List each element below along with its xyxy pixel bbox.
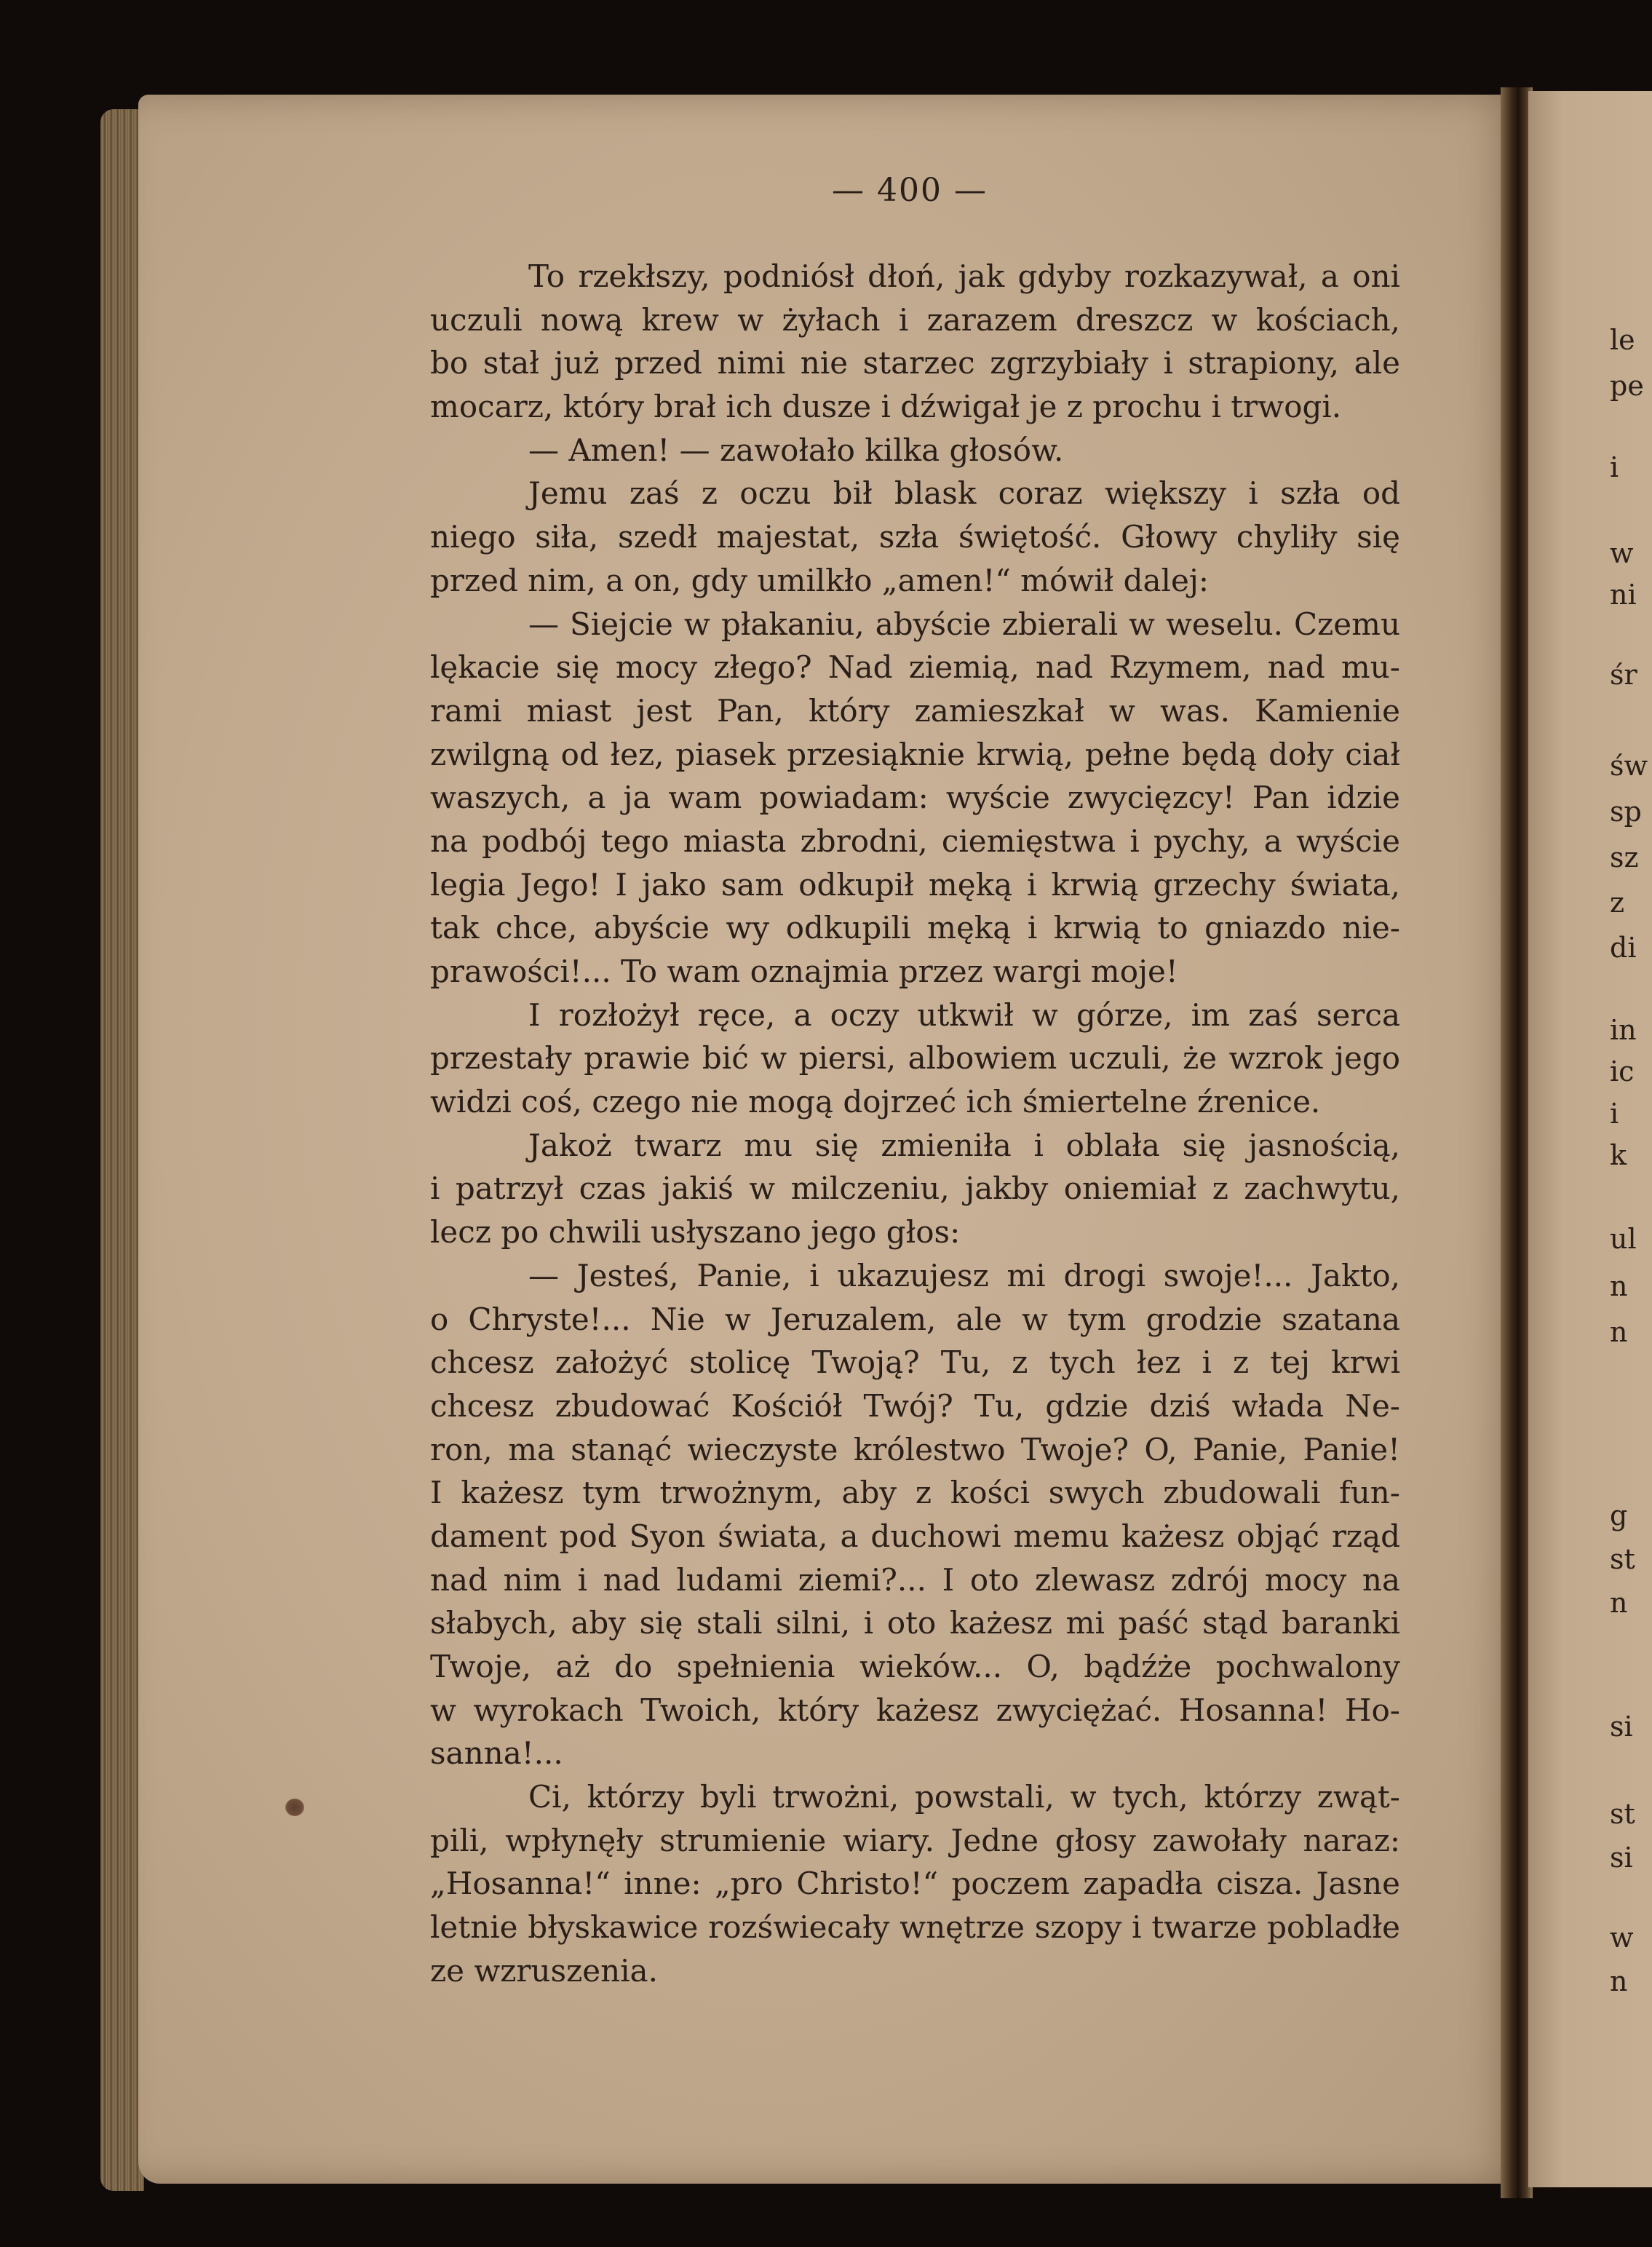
text-line: pili, wpłynęły strumienie wiary. Jedne głosy zawołały naraz: <box>430 1822 1400 1858</box>
text-line: zwilgną od łez, piasek przesiąknie krwią, pełne będą doły ciał <box>430 736 1400 772</box>
right-page-fragment: le <box>1610 324 1635 356</box>
text-line: ron, ma stanąć wieczyste królestwo Twoje? O, Panie, Panie! <box>430 1431 1400 1467</box>
text-line: Jakoż twarz mu się zmieniła i oblała się jasnością, <box>528 1127 1400 1163</box>
text-line: legia Jego! I jako sam odkupił męką i krwią grzechy świata, <box>430 866 1400 903</box>
right-page-fragment: i <box>1610 451 1619 483</box>
right-page-fragment: g <box>1610 1499 1628 1531</box>
right-page <box>1528 91 1652 2187</box>
text-line: słabych, aby się stali silni, i oto każesz mi paść stąd baranki <box>430 1605 1400 1641</box>
right-page-fragment: in <box>1610 1014 1637 1046</box>
right-page-fragment: k <box>1610 1139 1627 1171</box>
ink-blot-mark <box>285 1799 304 1816</box>
right-page-fragment: st <box>1610 1543 1635 1575</box>
text-line: sanna!... <box>430 1735 563 1772</box>
right-page-fragment: w <box>1610 537 1634 569</box>
right-page-fragment: i <box>1610 1098 1619 1130</box>
right-page-fragment: si <box>1610 1842 1633 1874</box>
right-page-fragment: ul <box>1610 1223 1637 1255</box>
text-line: dament pod Syon świata, a duchowi memu każesz objąć rząd <box>430 1518 1400 1554</box>
text-line: bo stał już przed nimi nie starzec zgrzybiały i strapiony, ale <box>430 345 1400 381</box>
text-line: i patrzył czas jakiś w milczeniu, jakby oniemiał z zachwytu, <box>430 1170 1400 1207</box>
text-line: przed nim, a on, gdy umilkło „amen!“ mówił dalej: <box>430 562 1209 598</box>
right-page-fragment: si <box>1610 1711 1633 1743</box>
body-text <box>430 255 1400 1993</box>
right-page-fragment: św <box>1610 750 1648 782</box>
text-line: niego siła, szedł majestat, szła świętość. Głowy chyliły się <box>430 519 1400 555</box>
right-page-fragment: n <box>1610 1316 1628 1348</box>
right-page-fragment: di <box>1610 932 1637 964</box>
right-page-fragment: n <box>1610 1270 1628 1302</box>
right-page-fragment: sp <box>1610 796 1642 828</box>
text-line: nad nim i nad ludami ziemi?... I oto zlewasz zdrój mocy na <box>430 1561 1400 1598</box>
right-page-fragment: ic <box>1610 1055 1635 1087</box>
page-number: — 400 — <box>832 172 988 209</box>
text-line: o Chryste!... Nie w Jeruzalem, ale w tym grodzie szatana <box>430 1301 1400 1337</box>
text-line: lecz po chwili usłyszano jego głos: <box>430 1214 961 1251</box>
text-line: To rzekłszy, podniósł dłoń, jak gdyby rozkazywał, a oni <box>528 258 1400 294</box>
text-line: waszych, a ja wam powiadam: wyście zwycięzcy! Pan idzie <box>430 780 1400 816</box>
text-line: — Jesteś, Panie, i ukazujesz mi drogi swoje!... Jakto, <box>528 1257 1400 1293</box>
text-line: lękacie się mocy złego? Nad ziemią, nad Rzymem, nad mu- <box>430 649 1400 686</box>
text-line: widzi coś, czego nie mogą dojrzeć ich śmiertelne źrenice. <box>430 1084 1321 1120</box>
text-line: ze wzruszenia. <box>430 1952 658 1989</box>
text-line: prawości!... To wam oznajmia przez wargi moje! <box>430 954 1178 989</box>
text-line: na podbój tego miasta zbrodni, ciemięstwa i pychy, a wyście <box>430 823 1400 859</box>
text-line: Jemu zaś z oczu bił blask coraz większy i szła od <box>528 475 1400 512</box>
text-line: I rozłożył ręce, a oczy utkwił w górze, im zaś serca <box>528 996 1400 1033</box>
right-page-fragment: n <box>1610 1965 1628 1997</box>
right-page-fragment: st <box>1610 1798 1635 1830</box>
right-page-fragment: n <box>1610 1587 1628 1619</box>
right-page-fragment: pe <box>1610 370 1644 402</box>
page-edges <box>100 109 144 2191</box>
right-page-fragment: ni <box>1610 579 1637 611</box>
text-line: — Amen! — zawołało kilka głosów. <box>528 432 1064 468</box>
text-line: mocarz, który brał ich dusze i dźwigał je z prochu i trwogi. <box>430 389 1342 425</box>
right-page-fragment: w <box>1610 1922 1634 1954</box>
text-line: uczuli nową krew w żyłach i zarazem dreszcz w kościach, <box>430 301 1400 338</box>
text-line: tak chce, abyście wy odkupili męką i krwią to gniazdo nie- <box>430 910 1400 946</box>
right-page-fragment: śr <box>1610 659 1637 691</box>
text-line: chcesz założyć stolicę Twoją? Tu, z tych łez i z tej krwi <box>430 1344 1400 1381</box>
text-line: „Hosanna!“ inne: „pro Christo!“ poczem zapadła cisza. Jasne <box>430 1866 1400 1902</box>
text-line: I każesz tym trwożnym, aby z kości swych zbudowali fun- <box>430 1475 1400 1511</box>
right-page-fragment: z <box>1610 887 1625 919</box>
text-line: w wyrokach Twoich, który każesz zwyciężać. Hosanna! Ho- <box>430 1692 1400 1728</box>
right-page-fragment: sz <box>1610 841 1639 873</box>
text-line: Ci, którzy byli trwożni, powstali, w tych, którzy zwąt- <box>528 1779 1400 1815</box>
text-line: Twoje, aż do spełnienia wieków... O, bądźże pochwalony <box>430 1649 1400 1684</box>
text-line: chcesz zbudować Kościół Twój? Tu, gdzie dziś włada Ne- <box>430 1387 1400 1424</box>
text-line: rami miast jest Pan, który zamieszkał w was. Kamienie <box>430 692 1400 729</box>
text-line: — Siejcie w płakaniu, abyście zbierali w weselu. Czemu <box>528 606 1400 642</box>
text-line: przestały prawie bić w piersi, albowiem uczuli, że wzrok jego <box>430 1040 1400 1077</box>
text-line: letnie błyskawice rozświecały wnętrze szopy i twarze pobladłe <box>430 1909 1400 1946</box>
